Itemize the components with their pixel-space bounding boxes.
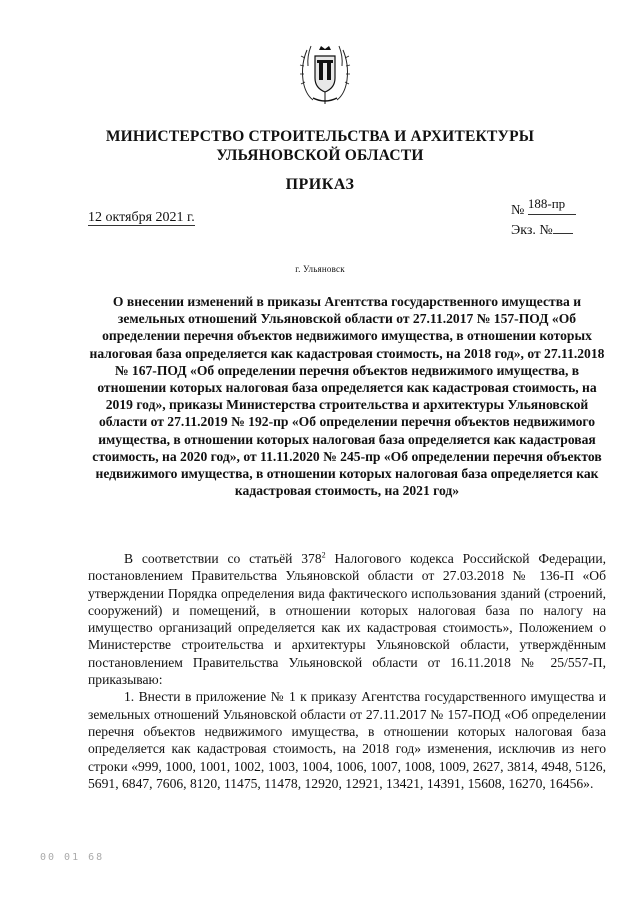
order-date-text: 12 октября 2021 г. xyxy=(88,210,195,225)
copy-number xyxy=(511,221,576,241)
body-paragraph-2: 1. Внести в приложение № 1 к приказу Агентства государственного имущества и земельных отношений Ульяновской области от 27.11.2017 № 157-ПОД «Об определении перечня объектов недвижимого имущества, в отношении которых налоговая база определяется как кадастровая стоимость, на 2018 год» изменения, исключив из него строки «999, 1000, 1001, 1002, 1003, 1004, 1006, 1007, 1008, 1009, 2627, 3814, 4948, 5126, 5691, 6847, 7606, 8120, 11475, 11478, 12920, 12921, 13421, 14391, 15608, 16270, 16456». xyxy=(88,689,606,791)
body-paragraph-1 xyxy=(88,550,606,688)
order-title: О внесении изменений в приказы Агентства государственного имущества и земельных отношений Ульяновской области от 27.11.2017 № 157-ПОД «Об определении перечня объектов недвижимого имущества, в отношении которых налоговая база определяется как кадастровая стоимость, на 2018 год», от 27.11.2018 № 167-ПОД «Об определении перечня объектов недвижимого имущества, в отношении которых налоговая база определяется как кадастровая стоимость, на 2019 год», приказы Министерства строительства и архитектуры Ульяновской области от 27.11.2019 № 192-пр «Об определении перечня объектов недвижимого имущества, в отношении которых налоговая база определяется как кадастровая стоимость, на 2020 год», от 11.11.2020 № 245-пр «Об определении перечня объектов недвижимого имущества, в отношении которых налоговая база определяется как кадастровая стоимость, на 2021 год» xyxy=(89,294,605,499)
order-number: 188-пр xyxy=(528,194,576,215)
copy-number-blank xyxy=(553,221,573,234)
document-type: ПРИКАЗ xyxy=(285,176,355,193)
p1-part2: Налогового кодекса Российской Федерации, постановлением Правительства Ульяновской области от 27.03.2018 № 136-П «Об утверждении Порядка определения вида фактического использования зданий (строений, сооружений) и помещений, в отношении которых налоговая база по налогу на имущество организаций определяется как их кадастровая стоимость», Положением о Министерстве строительства и архитектуры Ульяновской области, утверждённым постановлением Правительства Ульяновской области от 16.11.2018 № 25/557-П, приказываю: xyxy=(88,551,606,688)
ministry-line-2: УЛЬЯНОВСКОЙ ОБЛАСТИ xyxy=(216,147,424,164)
coat-of-arms-emblem xyxy=(297,42,353,108)
order-number-block xyxy=(511,196,576,241)
order-body xyxy=(88,550,606,792)
order-date xyxy=(88,210,195,226)
p1-superscript: 2 xyxy=(321,550,326,560)
copy-label: Экз. № xyxy=(511,223,553,238)
ministry-name xyxy=(0,127,640,165)
p1-part1: В соответствии со статьёй 378 xyxy=(124,551,322,566)
page-stamp: 00 01 68 xyxy=(40,852,105,863)
city: г. Ульяновск xyxy=(295,264,345,274)
number-sign: № xyxy=(511,203,525,218)
ministry-line-1: МИНИСТЕРСТВО СТРОИТЕЛЬСТВА И АРХИТЕКТУРЫ xyxy=(105,128,535,145)
